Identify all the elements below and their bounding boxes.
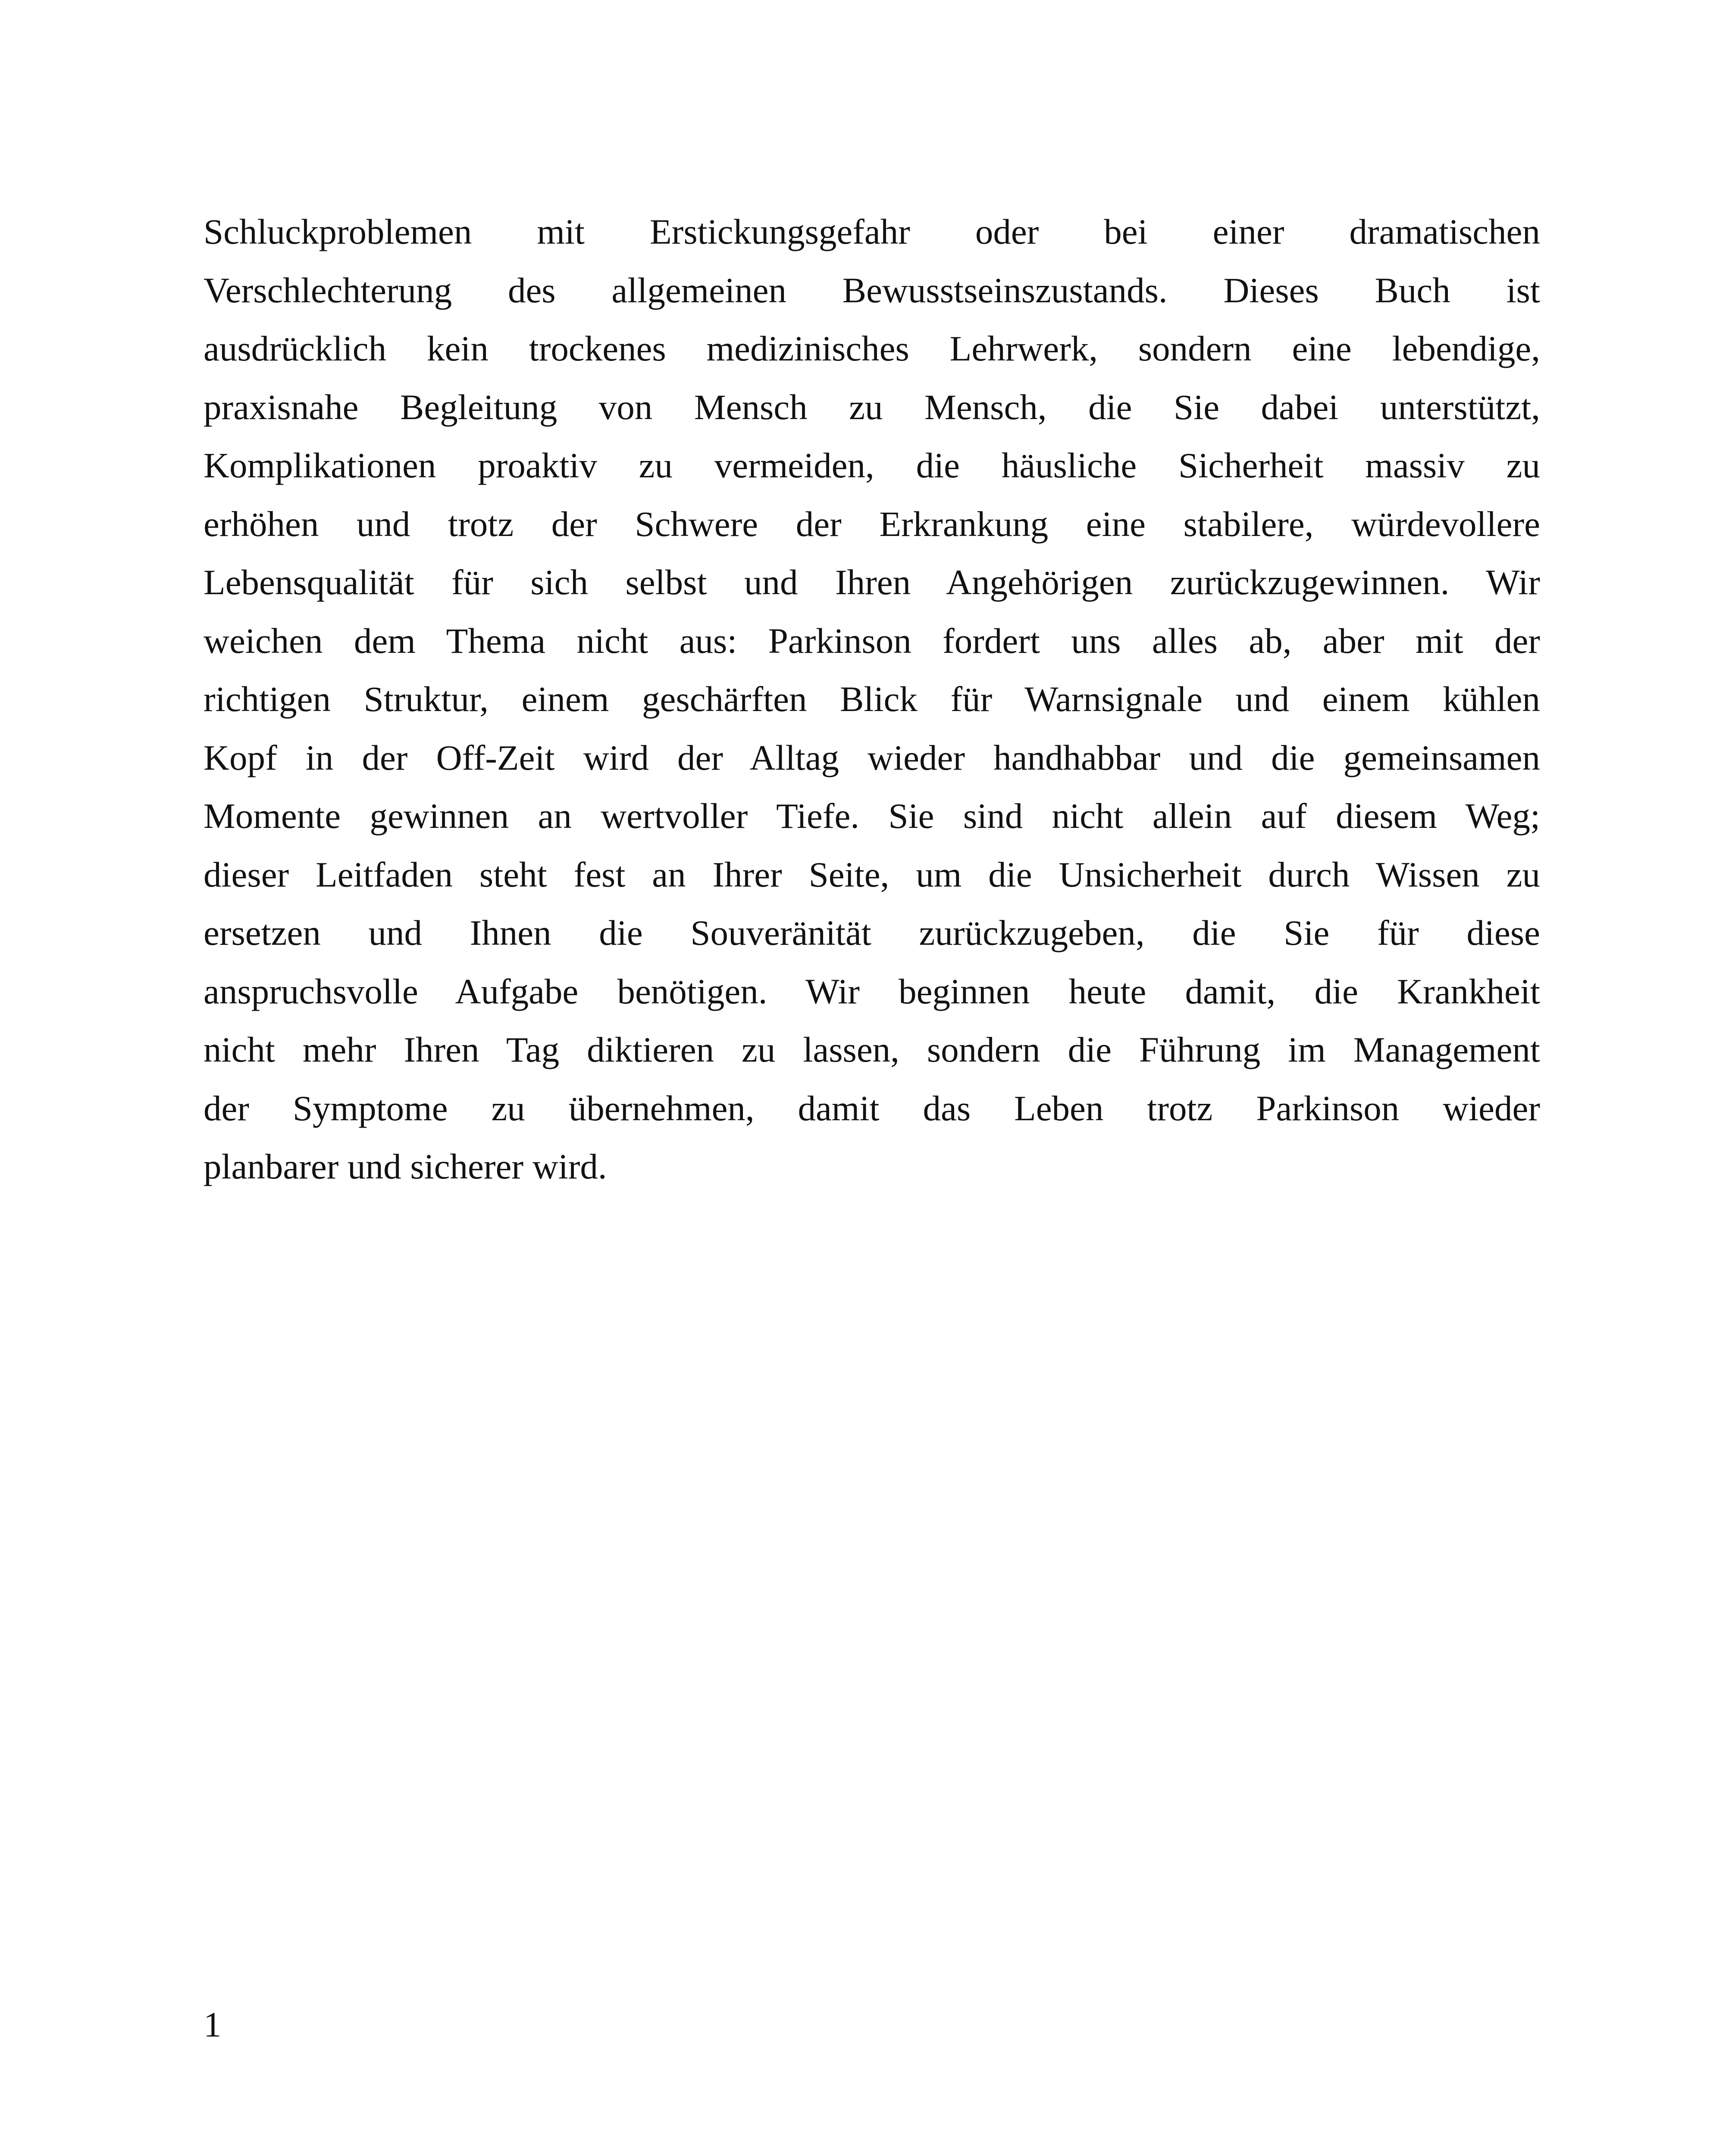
text-line-4: praxisnahe Begleitung von Mensch zu Mensch, die Sie dabei unterstützt, <box>204 387 1540 427</box>
text-line-3: ausdrücklich kein trockenes medizinisches Lehrwerk, sondern eine lebendige, <box>204 329 1540 368</box>
text-line-9: richtigen Struktur, einem geschärften Blick für Warnsignale und einem kühlen <box>204 679 1540 719</box>
text-line-2: Verschlechterung des allgemeinen Bewusstseinszustands. Dieses Buch ist <box>204 270 1540 310</box>
text-line-15: nicht mehr Ihren Tag diktieren zu lassen, sondern die Führung im Management <box>204 1030 1540 1069</box>
text-line-1: Schluckproblemen mit Erstickungsgefahr oder bei einer dramatischen <box>204 212 1540 251</box>
text-line-6: erhöhen und trotz der Schwere der Erkrankung eine stabilere, würdevollere <box>204 504 1540 544</box>
text-line-10: Kopf in der Off-Zeit wird der Alltag wieder handhabbar und die gemeinsamen <box>204 737 1540 777</box>
text-line-5: Komplikationen proaktiv zu vermeiden, die häusliche Sicherheit massiv zu <box>204 445 1540 485</box>
text-line-12: dieser Leitfaden steht fest an Ihrer Seite, um die Unsicherheit durch Wissen zu <box>204 854 1540 894</box>
page-number: 1 <box>204 2005 222 2044</box>
text-line-11: Momente gewinnen an wertvoller Tiefe. Sie sind nicht allein auf diesem Weg; <box>204 796 1540 836</box>
text-line-7: Lebensqualität für sich selbst und Ihren Angehörigen zurückzugewinnen. Wir <box>204 562 1540 602</box>
text-line-13: ersetzen und Ihnen die Souveränität zurückzugeben, die Sie für diese <box>204 913 1540 953</box>
text-line-8: weichen dem Thema nicht aus: Parkinson fordert uns alles ab, aber mit der <box>204 620 1540 661</box>
body-paragraph <box>204 203 1540 1196</box>
text-line-16: der Symptome zu übernehmen, damit das Leben trotz Parkinson wieder <box>204 1088 1540 1128</box>
text-line-17: planbarer und sicherer wird. <box>204 1147 607 1186</box>
text-line-14: anspruchsvolle Aufgabe benötigen. Wir beginnen heute damit, die Krankheit <box>204 971 1540 1011</box>
